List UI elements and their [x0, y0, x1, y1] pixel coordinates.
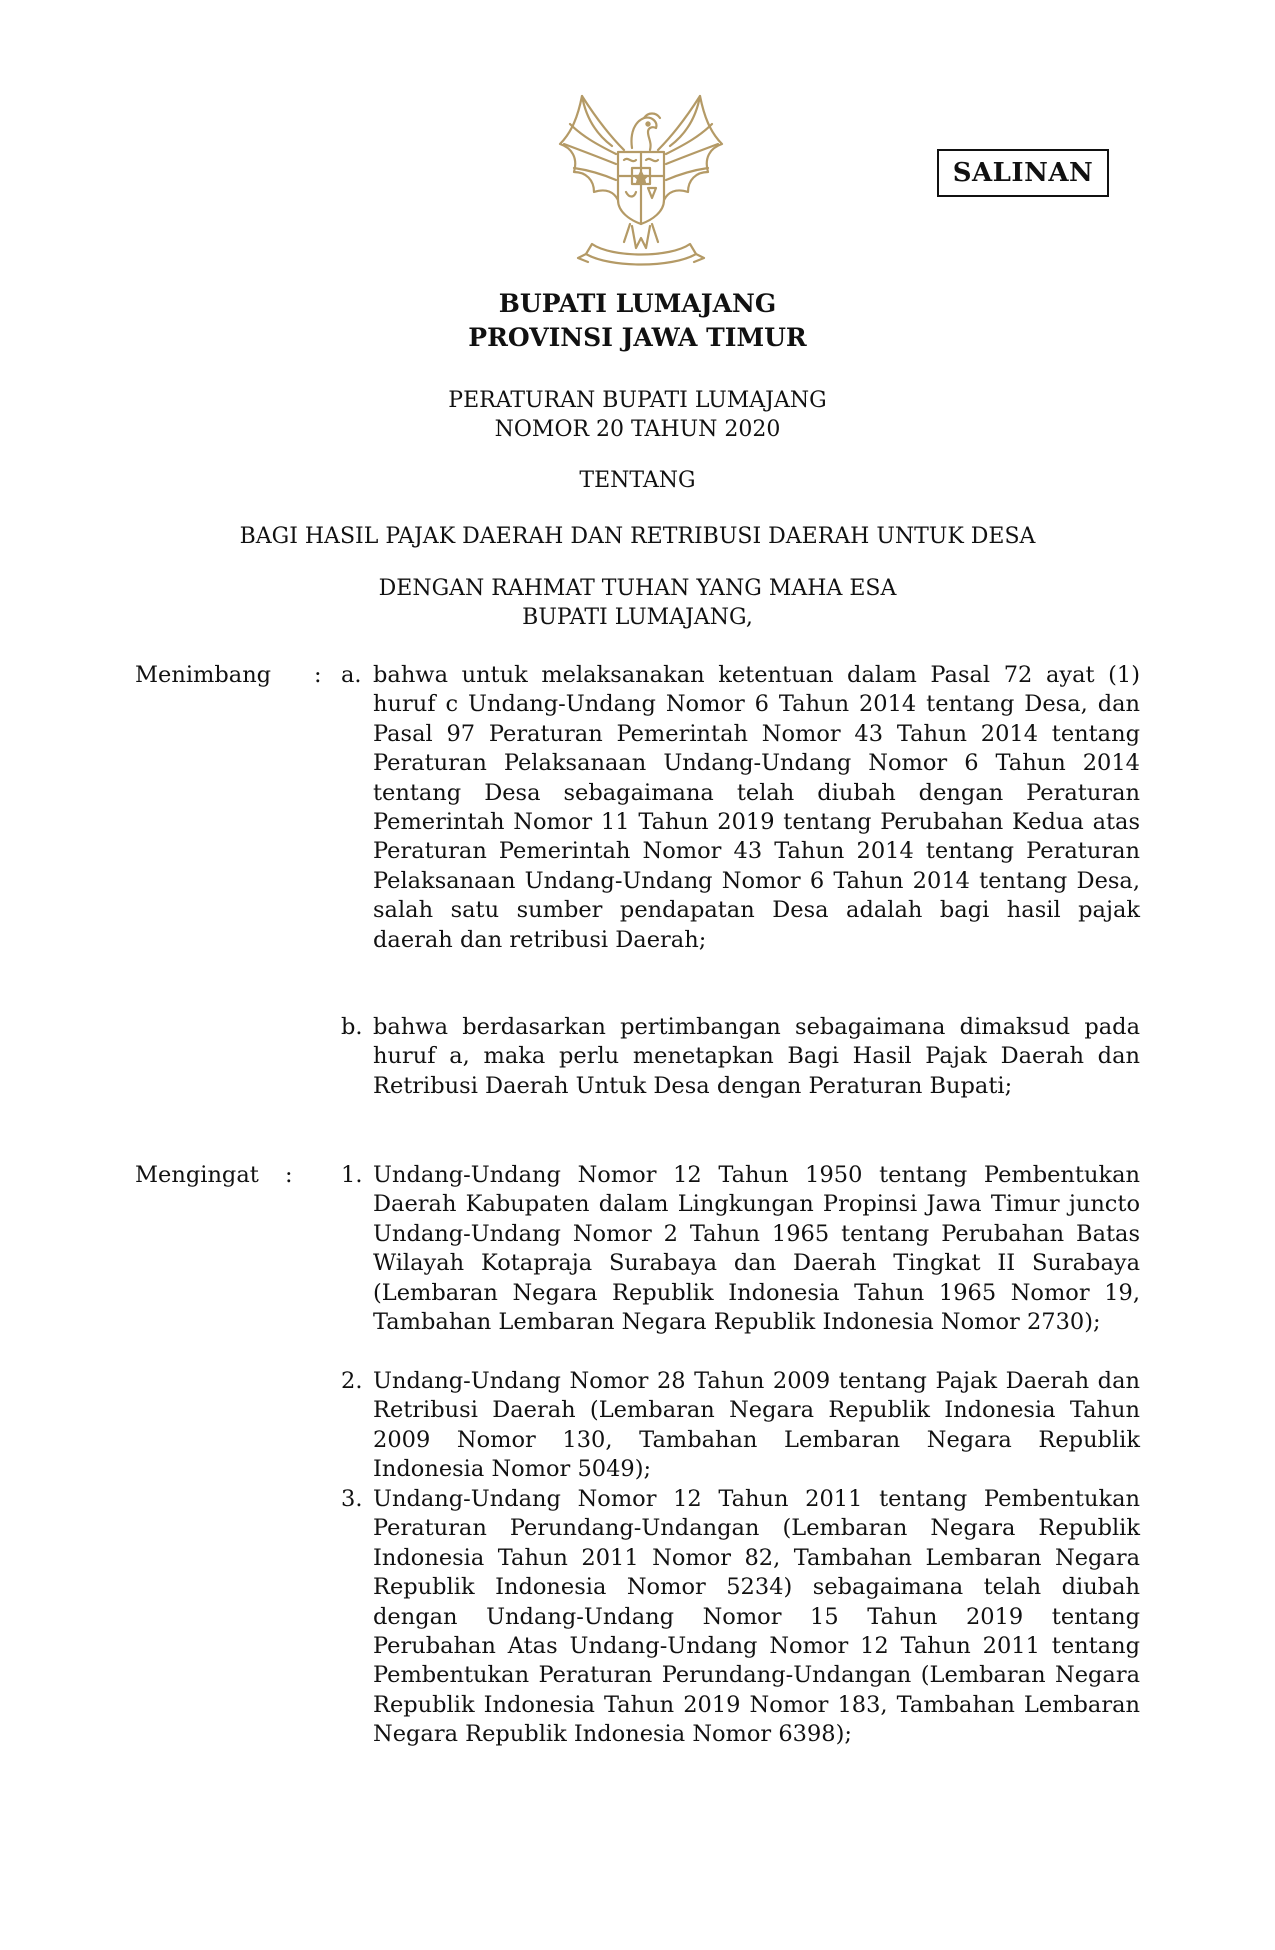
item-text: Undang-Undang Nomor 12 Tahun 2011 tentang Pembentukan Peraturan Perundang-Undangan (Lembaran Negara Republik Indonesia Tahun 2011 Nomor 82, Tambahan Lembaran Negara Republik Indonesia Nomor 5234) sebagaimana telah diubah dengan Undang-Undang Nomor 15 Tahun 2019 tentang Perubahan Atas Undang-Undang Nomor 12 Tahun 2011 tentang Pembentukan Peraturan Perundang-Undangan (Lembaran Negara Republik Indonesia Tahun 2019 Nomor 183, Tambahan Lembaran Negara Republik Indonesia Nomor 6398);	[373, 1486, 1140, 1748]
salinan-stamp: SALINAN	[937, 149, 1109, 197]
header-title: BUPATI LUMAJANG	[498, 289, 777, 318]
preamble-line: DENGAN RAHMAT TUHAN YANG MAHA ESA	[378, 576, 897, 601]
menimbang-colon: :	[314, 662, 322, 688]
menimbang-item-b	[373, 1013, 1140, 1101]
mengingat-item-3	[373, 1485, 1140, 1750]
menimbang-item-a	[373, 661, 1140, 955]
item-text: Undang-Undang Nomor 12 Tahun 1950 tentang Pembentukan Daerah Kabupaten dalam Lingkungan Propinsi Jawa Timur juncto Undang-Undang Nomor 2 Tahun 1965 tentang Perubahan Batas Wilayah Kotapraja Surabaya dan Daerah Tingkat II Surabaya (Lembaran Negara Republik Indonesia Tahun 1965 Nomor 19, Tambahan Lembaran Negara Republik Indonesia Nomor 2730);	[373, 1162, 1140, 1336]
preamble-authority: BUPATI LUMAJANG,	[522, 605, 753, 630]
item-text: bahwa berdasarkan pertimbangan sebagaimana dimaksud pada huruf a, maka perlu menetapkan Bagi Hasil Pajak Daerah dan Retribusi Daerah Untuk Desa dengan Peraturan Bupati;	[373, 1014, 1140, 1099]
item-text: Undang-Undang Nomor 28 Tahun 2009 tentang Pajak Daerah dan Retribusi Daerah (Lembaran Negara Republik Indonesia Tahun 2009 Nomor 130, Tambahan Lembaran Negara Republik Indonesia Nomor 5049);	[373, 1368, 1140, 1483]
tentang-label: TENTANG	[579, 468, 696, 493]
regulation-subject: BAGI HASIL PAJAK DAERAH DAN RETRIBUSI DAERAH UNTUK DESA	[239, 524, 1036, 549]
mengingat-label: Mengingat	[135, 1162, 259, 1188]
regulation-name: PERATURAN BUPATI LUMAJANG	[448, 388, 827, 413]
garuda-pancasila-icon	[552, 88, 730, 278]
item-marker: 1.	[341, 1162, 363, 1188]
item-marker: b.	[341, 1014, 363, 1040]
mengingat-colon: :	[285, 1162, 293, 1188]
item-marker: a.	[341, 662, 362, 688]
menimbang-label: Menimbang	[135, 662, 272, 688]
mengingat-item-1	[373, 1161, 1140, 1337]
regulation-number: NOMOR 20 TAHUN 2020	[494, 417, 781, 442]
item-marker: 2.	[341, 1368, 363, 1394]
item-text: bahwa untuk melaksanakan ketentuan dalam Pasal 72 ayat (1) huruf c Undang-Undang Nomor 6 Tahun 2014 tentang Desa, dan Pasal 97 Peraturan Pemerintah Nomor 43 Tahun 2014 tentang Peraturan Pelaksanaan Undang-Undang Nomor 6 Tahun 2014 tentang Desa sebagaimana telah diubah dengan Peraturan Pemerintah Nomor 11 Tahun 2019 tentang Perubahan Kedua atas Peraturan Pemerintah Nomor 43 Tahun 2014 tentang Peraturan Pelaksanaan Undang-Undang Nomor 6 Tahun 2014 tentang Desa, salah satu sumber pendapatan Desa adalah bagi hasil pajak daerah dan retribusi Daerah;	[373, 662, 1140, 953]
mengingat-item-2	[373, 1367, 1140, 1485]
item-marker: 3.	[341, 1486, 363, 1512]
header-subtitle: PROVINSI JAWA TIMUR	[468, 323, 807, 352]
